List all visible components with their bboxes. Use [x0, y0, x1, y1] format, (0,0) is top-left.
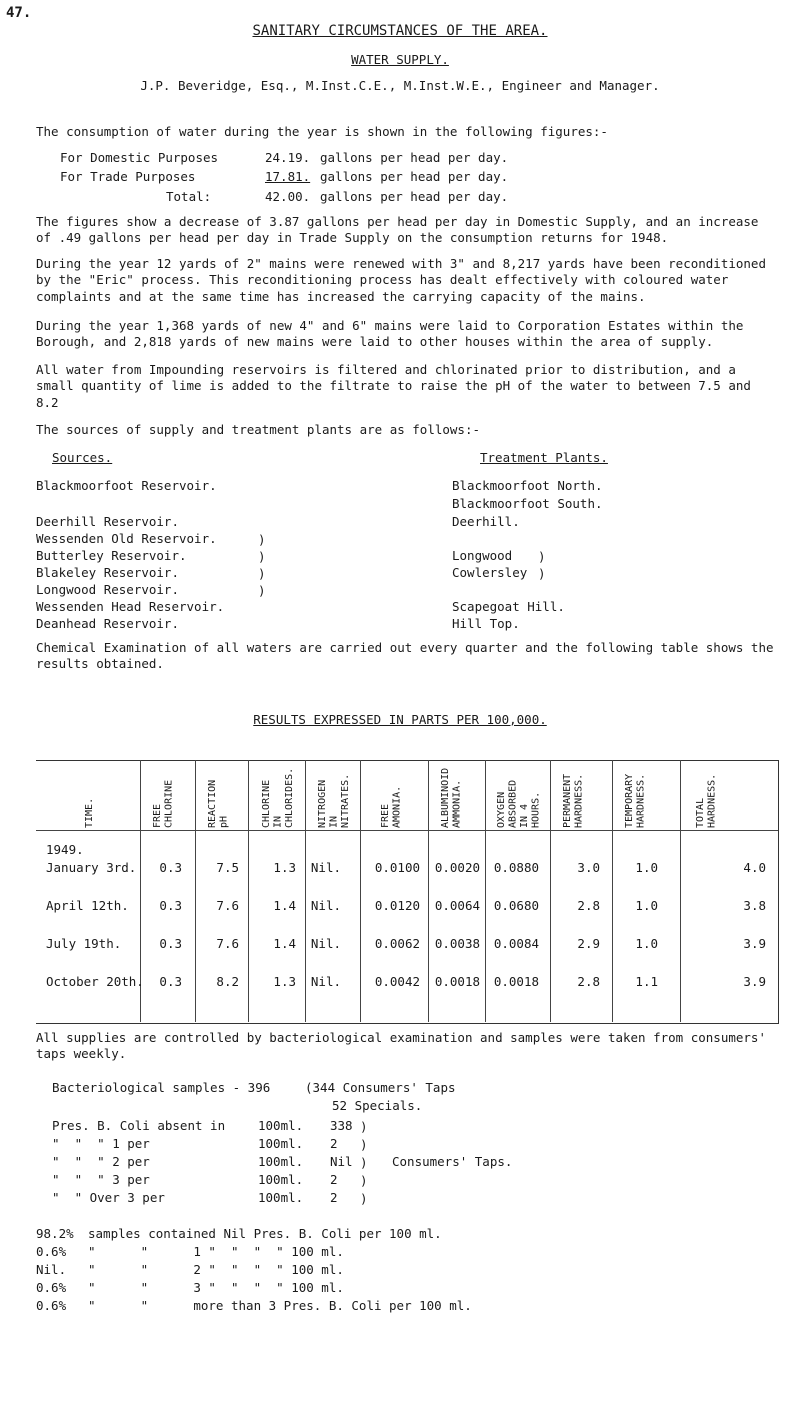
plant-item: Blackmoorfoot South.	[452, 496, 603, 511]
cell: 0.0018	[493, 974, 539, 989]
cell: 0.0042	[374, 974, 420, 989]
consumption-unit: gallons per head per day.	[320, 169, 509, 184]
cell: 1.1	[635, 974, 658, 989]
source-item: Deanhead Reservoir.	[36, 616, 179, 631]
cell: 0.0062	[374, 936, 420, 951]
cell: Nil.	[310, 974, 341, 989]
cell: 0.0880	[493, 860, 539, 875]
consumption-value: 17.81.	[265, 169, 311, 184]
pct-value: 98.2%	[36, 1226, 74, 1241]
source-item: Blackmoorfoot Reservoir.	[36, 478, 217, 493]
header-total: TOTAL HARDNESS.	[695, 773, 718, 828]
cell: 0.0120	[374, 898, 420, 913]
cell: 7.6	[216, 898, 239, 913]
cell: 7.5	[216, 860, 239, 875]
cell: 3.9	[743, 936, 766, 951]
presence-label: " " " 3 per	[52, 1172, 150, 1187]
plant-item: Scapegoat Hill.	[452, 599, 565, 614]
table-header-rule	[36, 830, 778, 831]
plant-item: Blackmoorfoot North.	[452, 478, 603, 493]
header-time: TIME.	[84, 797, 95, 828]
header-albuminoid: ALBUMINOID AMMONIA.	[440, 767, 463, 828]
header-nitrogen-nitrates: NITROGEN IN NITRATES.	[317, 773, 351, 828]
row-date: October 20th.	[46, 974, 144, 989]
cell: 3.0	[577, 860, 600, 875]
cell: 0.3	[159, 860, 182, 875]
pct-text: " " 1 " " " " 100 ml.	[88, 1244, 344, 1259]
samples-split-consumers: (344 Consumers' Taps	[305, 1080, 456, 1095]
cell: 7.6	[216, 936, 239, 951]
header-permanent: PERMANENT HARDNESS.	[562, 773, 585, 828]
header-chlorine-chlorides: CHLORINE IN CHLORIDES.	[261, 767, 295, 828]
consumption-unit: gallons per head per day.	[320, 189, 509, 204]
cell: 8.2	[216, 974, 239, 989]
paragraph-new-mains: During the year 1,368 yards of new 4" and 6" mains were laid to Corporation Estates within the Borough, and 2,818 yards of new mains were laid to other houses within the area of supply.	[36, 318, 744, 350]
cell: 1.0	[635, 936, 658, 951]
consumption-label: For Domestic Purposes	[60, 150, 219, 165]
consumption-intro: The consumption of water during the year is shown in the following figures:-	[36, 124, 608, 139]
consumption-label: Total:	[166, 189, 212, 204]
cell: 2.8	[577, 898, 600, 913]
cell: 0.0084	[493, 936, 539, 951]
pct-text: " " 2 " " " " 100 ml.	[88, 1262, 344, 1277]
presence-volume: 100ml.	[258, 1190, 304, 1205]
cell: 0.0680	[493, 898, 539, 913]
cell: Nil.	[310, 898, 341, 913]
cell: 2.8	[577, 974, 600, 989]
pct-value: 0.6%	[36, 1280, 67, 1295]
cell: 0.0018	[434, 974, 480, 989]
plant-item: Deerhill.	[452, 514, 520, 529]
source-item: Blakeley Reservoir.	[36, 565, 179, 580]
presence-volume: 100ml.	[258, 1154, 304, 1169]
sources-intro: The sources of supply and treatment plants are as follows:-	[36, 422, 481, 437]
source-item: Butterley Reservoir.	[36, 548, 187, 563]
cell: 1.0	[635, 860, 658, 875]
pct-text: " " 3 " " " " 100 ml.	[88, 1280, 344, 1295]
cell: 0.3	[159, 898, 182, 913]
consumption-label: For Trade Purposes	[60, 169, 196, 184]
cell: 3.8	[743, 898, 766, 913]
cell: 1.4	[273, 936, 296, 951]
cell: 1.3	[273, 974, 296, 989]
plant-item: Longwood	[452, 548, 513, 563]
header-free-chlorine: FREE CHLORINE	[152, 779, 175, 828]
bracket: ) ) ) )	[258, 532, 266, 598]
presence-volume: 100ml.	[258, 1118, 304, 1133]
plant-item: Hill Top.	[452, 616, 520, 631]
bacteriological-samples: Bacteriological samples - 396	[52, 1080, 271, 1095]
cell: 4.0	[743, 860, 766, 875]
presence-count: 2	[330, 1172, 338, 1187]
cell: 0.0064	[434, 898, 480, 913]
header-free-ammonia: FREE AMONIA.	[380, 785, 403, 828]
header-reaction: REACTION pH	[207, 779, 230, 828]
consumption-unit: gallons per head per day.	[320, 150, 509, 165]
cell: 2.9	[577, 936, 600, 951]
presence-volume: 100ml.	[258, 1172, 304, 1187]
consumers-taps-label: Consumers' Taps.	[392, 1154, 513, 1169]
cell: 1.3	[273, 860, 296, 875]
paragraph-supply-change: The figures show a decrease of 3.87 gallons per head per day in Domestic Supply, and an increase of .49 gallons per head per day in Trade Supply on the consumption returns for 1948.	[36, 214, 759, 246]
cell: 1.0	[635, 898, 658, 913]
officer-line: J.P. Beveridge, Esq., M.Inst.C.E., M.Inst.W.E., Engineer and Manager.	[140, 78, 660, 93]
cell: 0.0038	[434, 936, 480, 951]
plants-heading: Treatment Plants.	[480, 450, 608, 465]
row-date: July 19th.	[46, 936, 122, 951]
plant-item: Cowlersley	[452, 565, 528, 580]
results-heading: RESULTS EXPRESSED IN PARTS PER 100,000.	[253, 712, 547, 727]
pct-text: " " more than 3 Pres. B. Coli per 100 ml.	[88, 1298, 472, 1313]
presence-label: " " " 2 per	[52, 1154, 150, 1169]
presence-count: 2	[330, 1190, 338, 1205]
row-date: January 3rd.	[46, 860, 137, 875]
pct-value: 0.6%	[36, 1244, 67, 1259]
header-oxygen: OXYGEN ABSORBED IN 4 HOURS.	[496, 779, 542, 828]
table-year: 1949.	[46, 842, 84, 857]
section-subheading: WATER SUPPLY.	[351, 52, 449, 67]
cell: 1.4	[273, 898, 296, 913]
sources-heading: Sources.	[52, 450, 113, 465]
cell: 0.0100	[374, 860, 420, 875]
paragraph-filtration: All water from Impounding reservoirs is filtered and chlorinated prior to distribution, and a small quantity of lime is added to the filtrate to raise the pH of the water to between 7.5 and 8.2	[36, 362, 751, 410]
cell: 0.0020	[434, 860, 480, 875]
pct-value: Nil.	[36, 1262, 67, 1277]
pct-value: 0.6%	[36, 1298, 67, 1313]
chemical-exam-text: Chemical Examination of all waters are carried out every quarter and the following table shows the results obtained.	[36, 640, 774, 672]
cell: Nil.	[310, 936, 341, 951]
page-heading: SANITARY CIRCUMSTANCES OF THE AREA.	[252, 23, 548, 39]
cell: Nil.	[310, 860, 341, 875]
presence-label: Pres. B. Coli absent in	[52, 1118, 226, 1133]
source-item: Wessenden Head Reservoir.	[36, 599, 225, 614]
cell: 3.9	[743, 974, 766, 989]
consumption-value: 24.19.	[265, 150, 311, 165]
bacteriological-intro: All supplies are controlled by bacteriological examination and samples were taken from consumers' taps weekly.	[36, 1030, 766, 1062]
source-item: Wessenden Old Reservoir.	[36, 531, 217, 546]
presence-count: 2	[330, 1136, 338, 1151]
presence-count: Nil	[330, 1154, 353, 1169]
cell: 0.3	[159, 936, 182, 951]
page-number: 47.	[6, 5, 32, 21]
pct-text: samples contained Nil Pres. B. Coli per 100 ml.	[88, 1226, 442, 1241]
source-item: Deerhill Reservoir.	[36, 514, 179, 529]
presence-label: " " Over 3 per	[52, 1190, 165, 1205]
paragraph-reconditioning: During the year 12 yards of 2" mains were renewed with 3" and 8,217 yards have been reconditioned by the "Eric" process. This reconditioning process has dealt effectively with coloured water complaints and at the same time has increased the carrying capacity of the mains.	[36, 256, 766, 304]
presence-label: " " " 1 per	[52, 1136, 150, 1151]
presence-count: 338	[330, 1118, 353, 1133]
presence-volume: 100ml.	[258, 1136, 304, 1151]
source-item: Longwood Reservoir.	[36, 582, 179, 597]
header-temporary: TEMPORARY HARDNESS.	[624, 773, 647, 828]
bracket: ) )	[538, 549, 546, 581]
cell: 0.3	[159, 974, 182, 989]
consumption-value: 42.00.	[265, 189, 311, 204]
bracket: ) ) ) ) )	[360, 1119, 368, 1206]
samples-split-specials: 52 Specials.	[332, 1098, 423, 1113]
row-date: April 12th.	[46, 898, 129, 913]
